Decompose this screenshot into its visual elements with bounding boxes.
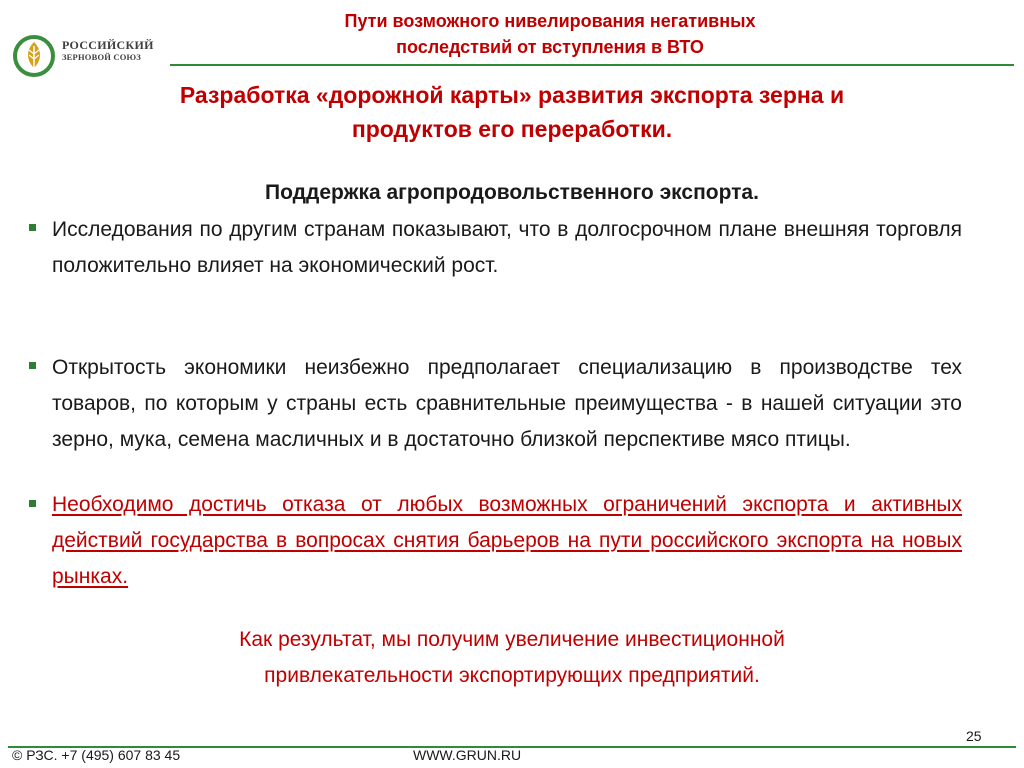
bullet-text: Открытость экономики неизбежно предполагает специализацию в производстве тех товаров, по которым у страны есть сравнительные преимущества - в нашей ситуации это зерно, мука, семена масличных и в достаточно близкой перспективе мясо птицы.	[52, 356, 962, 451]
logo-line-2: ЗЕРНОВОЙ СОЮЗ	[62, 51, 141, 62]
bullet-text: Необходимо достичь отказа от любых возможных ограничений экспорта и активных действий государства в вопросах снятия барьеров на пути российского экспорта на новых рынках.	[52, 493, 962, 588]
bullet-item-highlight	[52, 487, 962, 595]
slide-title-line-1: Пути возможного нивелирования негативных	[344, 11, 756, 31]
slide-title-line-2: последствий от вступления в ВТО	[396, 37, 704, 57]
conclusion-line-2: привлекательности экспортирующих предприятий.	[264, 664, 760, 687]
bullet-item	[52, 212, 962, 284]
slide-subtitle-line-2: продуктов его переработки.	[351, 116, 673, 142]
wheat-leaf-icon	[12, 34, 56, 78]
header-divider	[170, 64, 1014, 66]
page-number: 25	[966, 728, 982, 744]
logo-line-1: РОССИЙСКИЙ	[62, 38, 154, 52]
square-bullet-icon	[29, 224, 36, 231]
slide-subtitle	[40, 78, 984, 146]
section-heading: Поддержка агропродовольственного экспорта.	[265, 181, 759, 204]
footer-website: WWW.GRUN.RU	[413, 747, 522, 763]
slide-subtitle-line-1: Разработка «дорожной карты» развития экспорта зерна и	[179, 82, 845, 108]
logo	[12, 32, 162, 80]
bullet-text: Исследования по другим странам показывают, что в долгосрочном плане внешняя торговля положительно влияет на экономический рост.	[52, 218, 962, 277]
square-bullet-icon	[29, 362, 36, 369]
bullet-item	[52, 350, 962, 458]
slide-title	[250, 8, 850, 60]
footer-contact: © РЗС. +7 (495) 607 83 45	[12, 747, 181, 763]
conclusion-line-1: Как результат, мы получим увеличение инвестиционной	[239, 628, 785, 651]
square-bullet-icon	[29, 500, 36, 507]
conclusion-text	[40, 622, 984, 694]
